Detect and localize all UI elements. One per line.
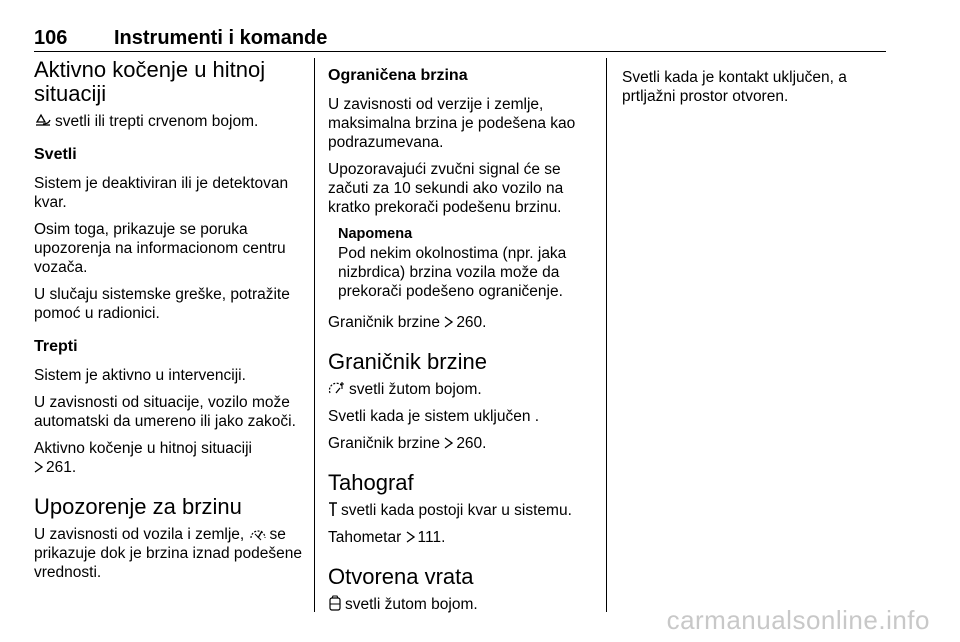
column-3 xyxy=(622,58,884,114)
paragraph: svetli žutom bojom. xyxy=(328,595,594,614)
paragraph: U zavisnosti od situacije, vozilo može automatski da umereno ili jako zakoči. xyxy=(34,394,296,430)
paragraph: U zavisnosti od vozila i zemlje, se prikazuje dok je brzina iznad podešene vrednosti. xyxy=(34,526,302,581)
page-reference-arrow-icon xyxy=(34,461,43,473)
page-reference: 260. xyxy=(456,314,487,331)
subheading-flashing: Trepti xyxy=(34,338,78,355)
page-reference-arrow-icon xyxy=(406,531,415,543)
heading-speed-warning: Upozorenje za brzinu xyxy=(34,494,242,519)
note-box xyxy=(338,225,594,301)
column-2 xyxy=(328,58,594,622)
heading-tachograph: Tahograf xyxy=(328,470,414,495)
tachograph-icon xyxy=(328,501,338,517)
page-reference: 111. xyxy=(417,529,446,546)
paragraph: Svetli kada je sistem uključen . xyxy=(328,408,540,425)
column-1 xyxy=(34,58,304,590)
subheading-on: Svetli xyxy=(34,146,77,163)
paragraph: Sistem je aktivno u intervenciji. xyxy=(34,367,246,384)
paragraph: svetli kada postoji kvar u sistemu. xyxy=(328,501,594,520)
page-header xyxy=(34,27,886,51)
door-open-icon xyxy=(328,595,342,611)
paragraph: Upozoravajući zvučni signal će se začuti za 10 sekundi ako vozilo na kratko prekorači podešenu brzinu. xyxy=(328,161,564,216)
paragraph: U slučaju sistemske greške, potražite pomoć u radionici. xyxy=(34,286,290,322)
paragraph: Aktivno kočenje u hitnoj situaciji 261. xyxy=(34,440,252,476)
paragraph: svetli ili trepti crvenom bojom. xyxy=(34,112,304,131)
chapter-title: Instrumenti i komande xyxy=(114,27,328,49)
header-rule xyxy=(34,51,886,52)
paragraph: U zavisnosti od verzije i zemlje, maksimalna brzina je podešena kao podrazumevana. xyxy=(328,96,576,151)
note-label: Napomena xyxy=(338,226,413,242)
paragraph: Svetli kada je kontakt uključen, a prtljažni prostor otvoren. xyxy=(622,69,847,105)
heading-door-open: Otvorena vrata xyxy=(328,564,474,589)
page-reference: 261. xyxy=(46,459,77,476)
note-text: Pod nekim okolnostima (npr. jaka nizbrdica) brzina vozila može da prekorači podešeno ograničenje. xyxy=(338,245,567,300)
emergency-brake-icon xyxy=(34,112,52,128)
paragraph: Sistem je deaktiviran ili je detektovan kvar. xyxy=(34,175,289,211)
paragraph: svetli žutom bojom. xyxy=(328,380,594,399)
column-divider-2 xyxy=(606,58,607,612)
page-reference: 260. xyxy=(456,435,487,452)
paragraph: Graničnik brzine 260. xyxy=(328,314,487,331)
speed-limiter-icon xyxy=(328,380,346,396)
heading-emergency-braking: Aktivno kočenje u hitnoj situaciji xyxy=(34,57,266,106)
paragraph: Osim toga, prikazuje se poruka upozorenja na informacionom centru vozača. xyxy=(34,221,286,276)
column-divider-1 xyxy=(314,58,315,612)
page-number: 106 xyxy=(34,27,68,49)
page-reference-arrow-icon xyxy=(444,316,453,328)
subheading-limited-speed: Ograničena brzina xyxy=(328,67,468,84)
speed-warning-icon xyxy=(249,525,267,541)
paragraph: Graničnik brzine 260. xyxy=(328,435,487,452)
page-reference-arrow-icon xyxy=(444,437,453,449)
watermark: carmanualsonline.info xyxy=(666,605,930,635)
paragraph: Tahometar 111. xyxy=(328,529,446,546)
heading-speed-limiter: Graničnik brzine xyxy=(328,349,487,374)
